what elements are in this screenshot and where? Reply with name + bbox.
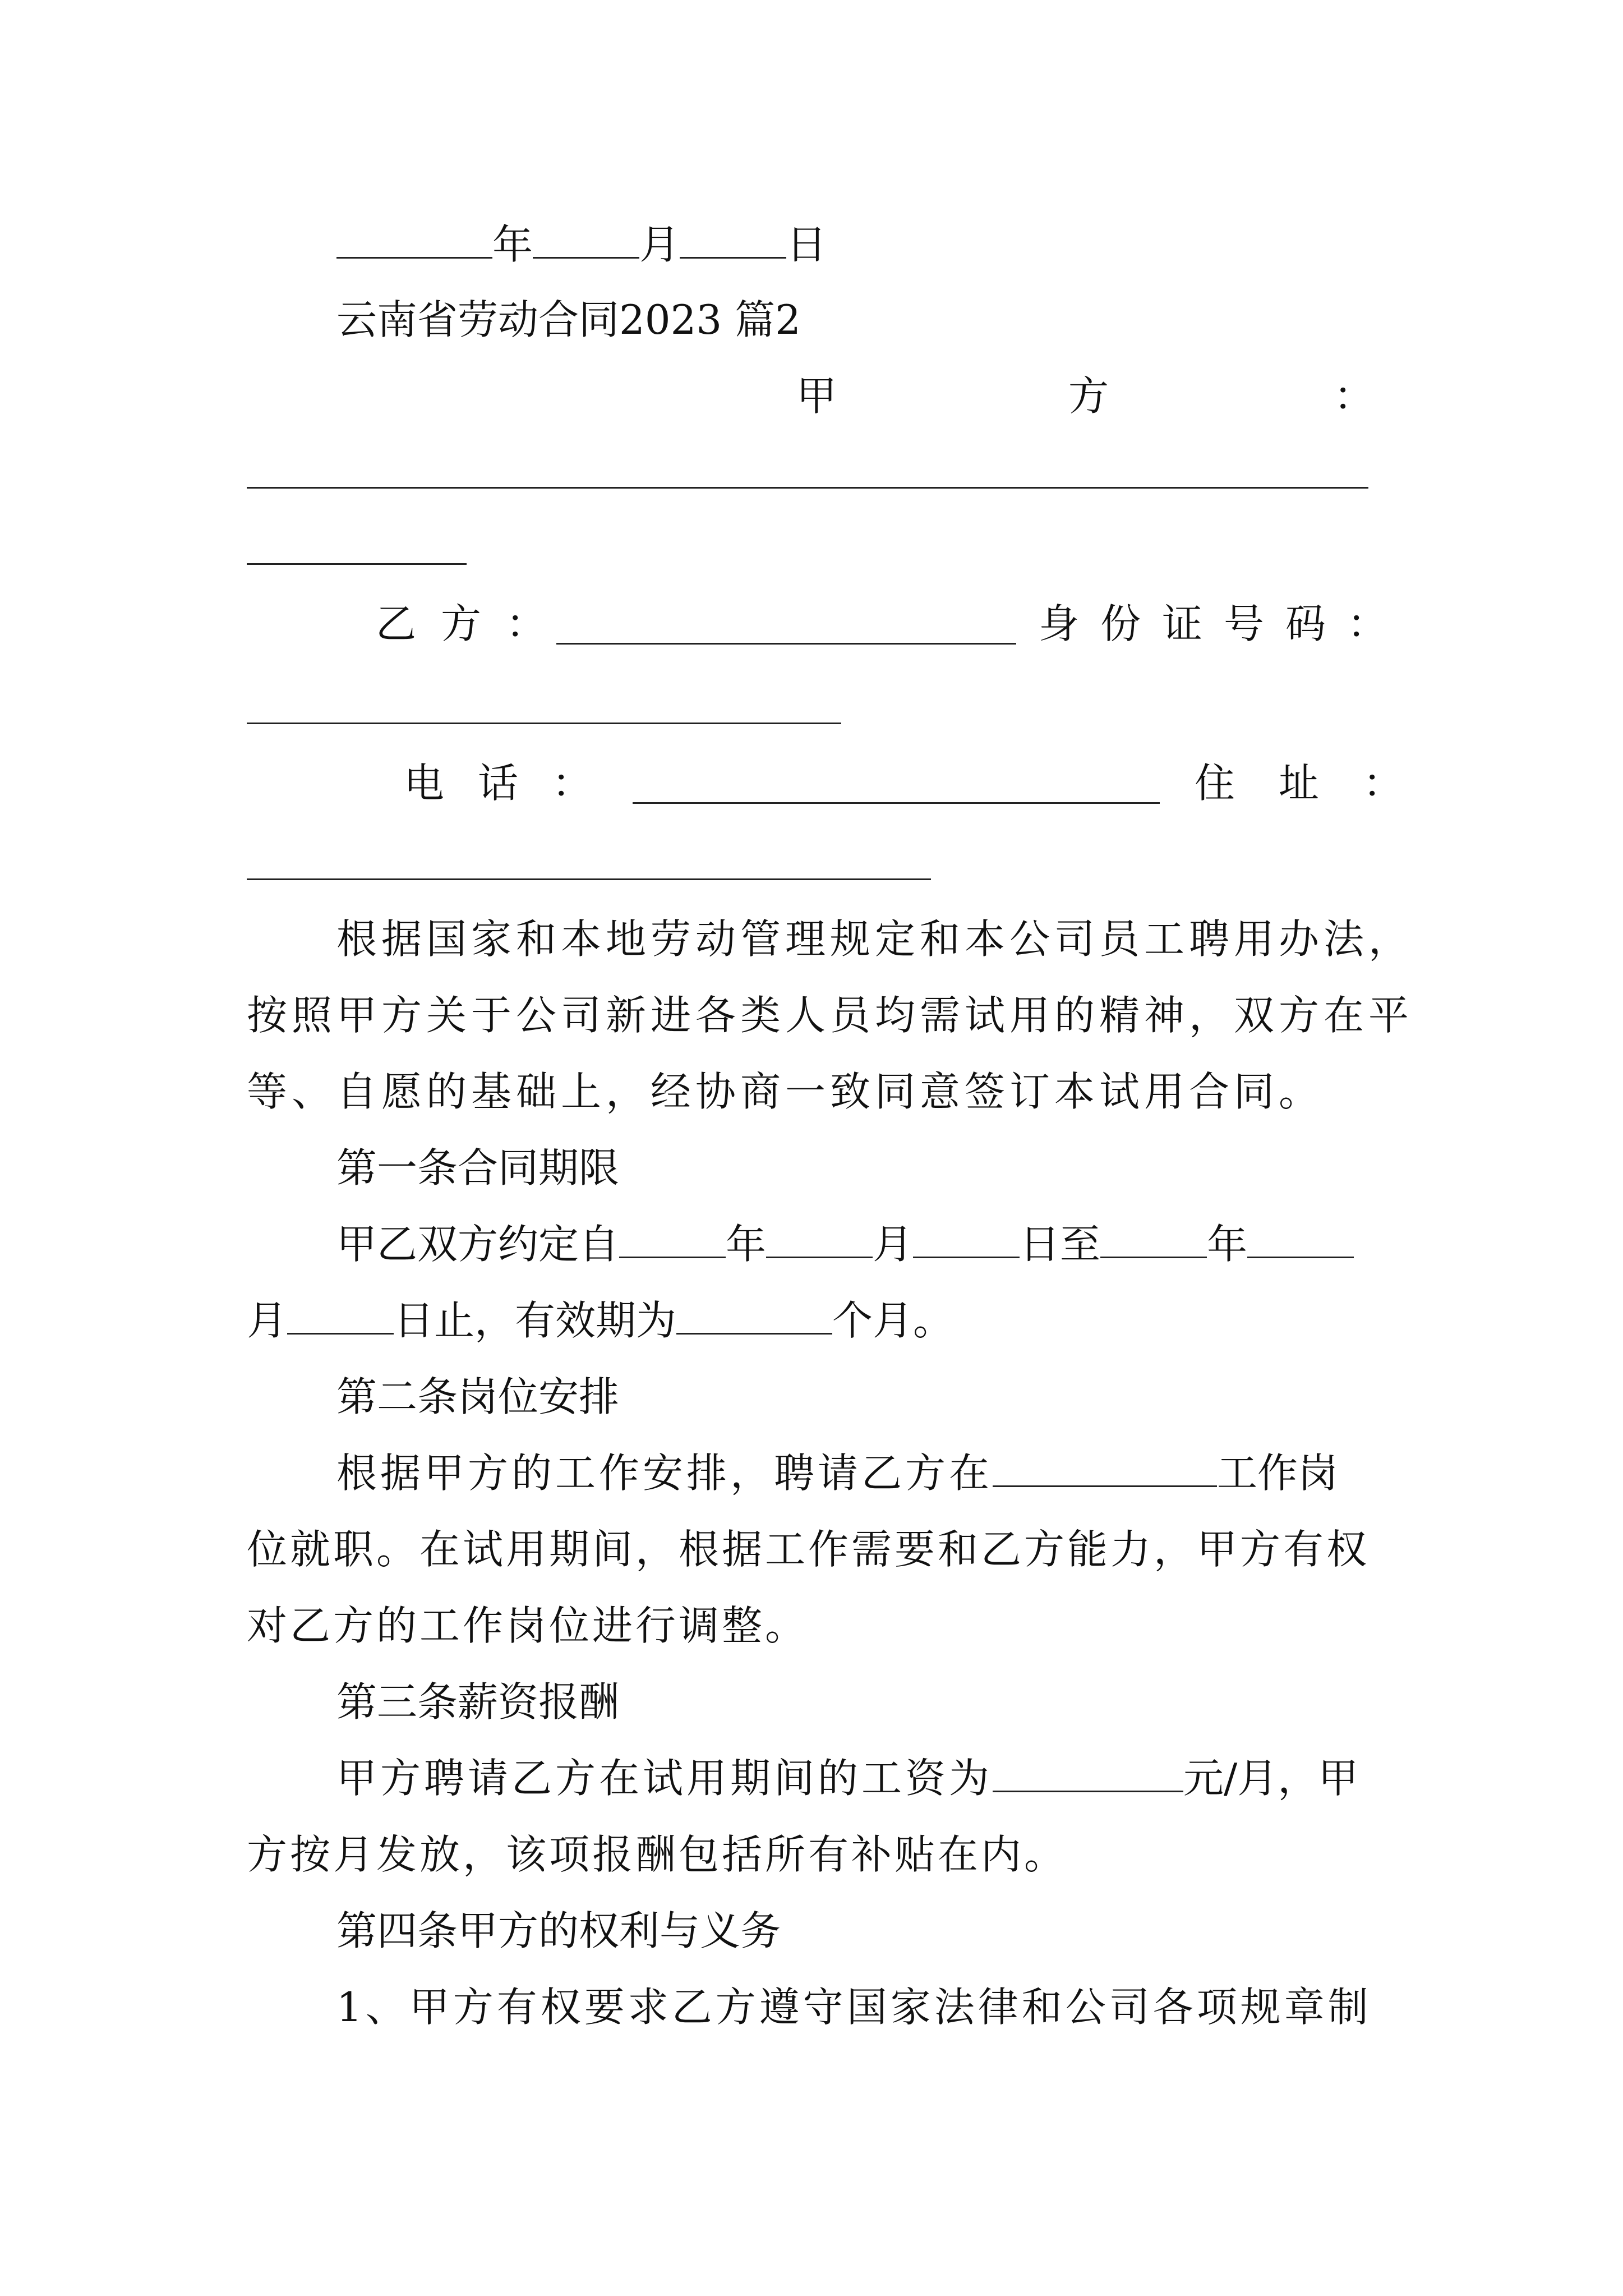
start-year-blank[interactable]: [619, 1222, 726, 1258]
end-year-label: 年: [1207, 1221, 1248, 1268]
article2-heading: 第二条岗位安排: [336, 1373, 620, 1420]
article1-line-2: [247, 1294, 953, 1347]
intro-line-3: 等、自愿的基础上，经协商一致同意签订本试用合同。: [247, 1068, 1324, 1115]
article2-line-2: 位就职。在试用期间，根据工作需要和乙方能力，甲方有权: [247, 1526, 1370, 1573]
start-day-blank[interactable]: [913, 1222, 1020, 1258]
intro-line-2: 按照甲方关于公司新进各类人员均需试用的精神，双方在平: [247, 992, 1414, 1039]
end-year-blank[interactable]: [1100, 1222, 1207, 1258]
phone-label: 电话：: [404, 760, 626, 807]
phone-blank[interactable]: [633, 802, 1160, 804]
article4-heading: 第四条甲方的权利与义务: [336, 1907, 781, 1954]
month-label: 月: [639, 221, 680, 268]
month-blank[interactable]: [533, 222, 639, 259]
end-month-label: 月: [247, 1297, 288, 1344]
document-title: 云南省劳动合同2023 篇2: [336, 296, 801, 343]
party-b-name-blank[interactable]: [556, 643, 1016, 645]
year-label: 年: [492, 221, 533, 268]
start-day-to-label: 日至: [1020, 1221, 1101, 1268]
article3-line-2: 方按月发放，该项报酬包括所有补贴在内。: [247, 1831, 1068, 1878]
article3-lead: 甲方聘请乙方在试用期间的工资为: [336, 1755, 993, 1802]
article1-heading: 第一条合同期限: [336, 1144, 620, 1191]
end-day-label: 日止，有效期为: [394, 1297, 677, 1344]
article3-tail: 元/月，甲: [1183, 1755, 1359, 1802]
article1-lead: 甲乙双方约定自: [336, 1221, 620, 1268]
party-a-char-2: 方: [1068, 372, 1109, 420]
article2-line-3: 对乙方的工作岗位进行调整。: [247, 1602, 809, 1649]
id-number-label: 身份证号码：: [1039, 600, 1409, 647]
salary-blank[interactable]: [993, 1756, 1183, 1792]
address-blank[interactable]: [247, 878, 931, 880]
article4-item-1: 1、甲方有权要求乙方遵守国家法律和公司各项规章制: [336, 1984, 1372, 2031]
party-a-blank-line-1[interactable]: [247, 487, 1368, 489]
position-blank[interactable]: [993, 1451, 1217, 1487]
party-b-label: 乙方：: [376, 600, 571, 647]
day-blank[interactable]: [680, 222, 786, 259]
end-day-blank[interactable]: [287, 1298, 394, 1335]
intro-line-1: 根据国家和本地劳动管理规定和本公司员工聘用办法，: [336, 915, 1414, 963]
duration-blank[interactable]: [676, 1298, 832, 1335]
article2-lead: 根据甲方的工作安排，聘请乙方在: [336, 1450, 993, 1497]
end-month-blank[interactable]: [1247, 1222, 1354, 1258]
article2-line-1: [336, 1446, 1338, 1500]
article3-line-1: [336, 1751, 1358, 1805]
article2-tail: 工作岗: [1217, 1450, 1339, 1497]
duration-unit: 个月。: [832, 1297, 954, 1344]
party-a-char-1: 甲: [796, 372, 837, 420]
address-label: 住址：: [1195, 760, 1447, 807]
day-label: 日: [786, 221, 827, 268]
start-year-label: 年: [726, 1221, 767, 1268]
party-a-blank-line-2[interactable]: [247, 563, 467, 565]
party-a-colon: ：: [1334, 372, 1375, 420]
start-month-blank[interactable]: [766, 1222, 873, 1258]
article3-heading: 第三条薪资报酬: [336, 1678, 620, 1726]
start-month-label: 月: [873, 1221, 914, 1268]
date-line: [336, 218, 827, 272]
article1-line-1: [336, 1217, 1354, 1271]
id-number-blank[interactable]: [247, 723, 841, 724]
year-blank[interactable]: [336, 222, 492, 259]
